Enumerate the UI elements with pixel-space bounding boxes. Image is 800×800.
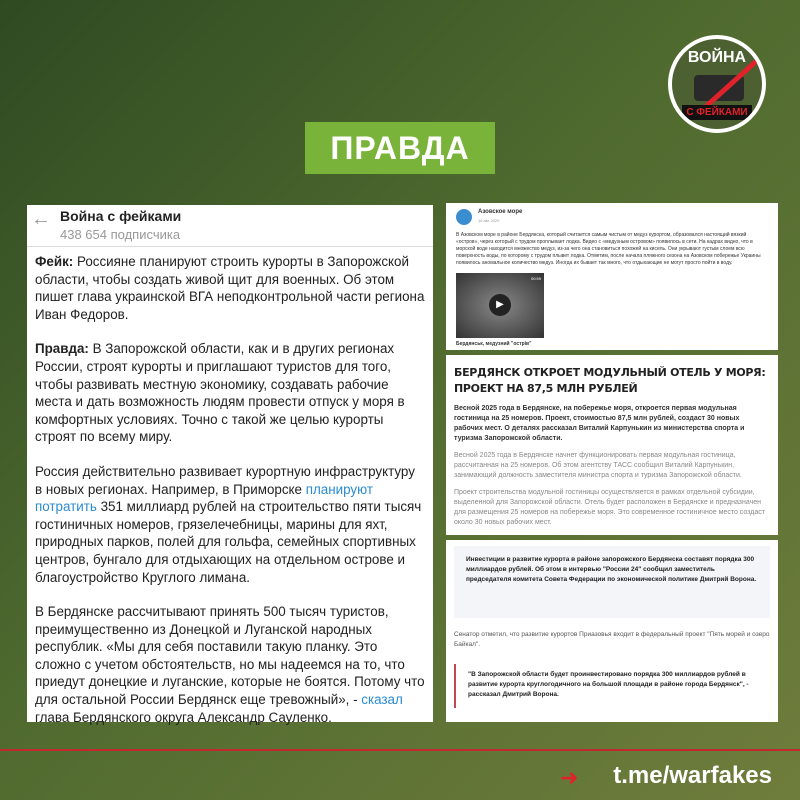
article-lead: Весной 2025 года в Бердянске, на побережье моря, откроется первая модульная гостиница на 25 номеров. Проект, стоимостью 87,5 млн рублей, создаст 30 новых рабочих мест. О деталях рассказал Виталий Карпунькин из министерства спорта и туризма Запорожской области. xyxy=(454,405,745,442)
article-paragraph: Весной 2025 года в Бердянске начнет функционировать первая модульная гостиница, рассчитанная на 25 номеров. Об этом агентству ТАСС сообщил Виталий Карпунькин, занимающий должность заместителя министра спорта и туризма Запорожской области. xyxy=(454,452,742,479)
primorsk-paragraph xyxy=(35,463,425,586)
fake-label: Фейк: xyxy=(35,254,74,269)
video-caption: Бердянськ, медузний "острів" xyxy=(456,341,532,347)
text: глава Бердянского округа Александр Сауленко. xyxy=(35,709,332,725)
arrow-right-icon: ➜ xyxy=(560,765,579,790)
source-link[interactable]: планируют потратить xyxy=(35,481,373,515)
channel-name[interactable]: Война с фейками xyxy=(60,208,182,224)
fake-text: Россияне планируют строить курорты в Запорожской области, чтобы создать живой щит для военных. Об этом пишет глава украинской ВГА неподконтрольной части региона Иван Федоров. xyxy=(35,254,425,322)
truth-text: В Запорожской области, как и в других регионах России, строят курорты и приглашают туристов для того, чтобы развивать местную экономику, создавать рабочие места и дать возможность людям провести отпуск у моря в комфортных условиях. Точно с такой же целью курорты строят по всему миру. xyxy=(35,341,405,445)
post-text: В Азовском море в районе Бердянска, который считается самым чистым от медуз курортом, образовался настоящий вязкий «остров», через который с трудом проплывает лодка. Видео с «медузным островом» появилось в сети. На кадрах видно, что в морской воде находится множество медуз, из-за чего она становиться похожей на кисель. Они укрывают густым слоем всю поверхность воды, по которому с трудом плывет лодка. Отметим, после начала пляжного сезона на Азовском побережье Украины появилось аномальное количество медуз. Иногда их бывает так много, что отдыхающие не могут просто пойти в воду. xyxy=(456,232,761,266)
text: Россия действительно развивает курортную инфраструктуру в новых регионах. Например, в Приморске xyxy=(35,463,415,497)
logo-bottom-text: С ФЕЙКАМИ xyxy=(682,105,752,120)
play-icon[interactable]: ▶ xyxy=(489,294,511,316)
article-screenshot xyxy=(446,355,778,535)
author-name[interactable]: Азовское море xyxy=(478,209,523,215)
back-arrow-icon[interactable]: ← xyxy=(31,208,51,230)
article-title: БЕРДЯНСК ОТКРОЕТ МОДУЛЬНЫЙ ОТЕЛЬ У МОРЯ: ПРОЕКТ НА 87,5 МЛН РУБЛЕЙ xyxy=(454,366,766,395)
truth-paragraph xyxy=(35,340,425,446)
truth-badge: ПРАВДА xyxy=(305,122,495,174)
text: В Бердянске рассчитывают принять 500 тысяч туристов, преимущественно из Донецкой и Луганской народных республик. «Мы для себя поставили такую планку. Это сложно с учетом обстоятельств, но мы надеемся на то, что приедут донецкие и луганские, которые не боятся. Потому что для остальной России Бердянск еще тревожный», - xyxy=(35,604,425,708)
news-lead: Инвестиции в развитие курорта в районе запорожского Бердянска составят порядка 300 миллиардов рублей. Об этом в интервью "России 24" сообщил заместитель председателя комитета Совета Федерации по экономической политике Дмитрий Ворона. xyxy=(454,546,770,618)
avatar xyxy=(456,209,472,225)
news-screenshot xyxy=(446,540,778,722)
news-paragraph: Сенатор отметил, что развитие курортов Приазовья входит в федеральный проект "Пять морей и озеро Байкал". xyxy=(454,631,770,648)
source-link[interactable]: сказал xyxy=(361,692,403,708)
logo-top-text: ВОЙНА xyxy=(687,49,747,66)
vk-post-screenshot xyxy=(446,203,778,350)
divider-line xyxy=(0,749,800,751)
channel-header xyxy=(27,205,433,247)
truth-label: Правда: xyxy=(35,341,89,357)
video-duration: 00:59 xyxy=(530,276,541,281)
video-thumbnail[interactable] xyxy=(456,273,544,338)
subscriber-count: 438 654 подписчика xyxy=(60,227,181,242)
text: 351 миллиард рублей на строительство пяти тысяч гостиничных номеров, грязелечебницы, марины для яхт, природных парков, полей для гольфа, семейных спортивных центров, бунгало для отдыхающих на отдельном острове и благоустройство Круглого лимана. xyxy=(35,499,422,585)
article-paragraph: Проект строительства модульной гостиницы осуществляется в рамках отдельной субсидии, выделенной для Запорожской области. Отель будет расположен в Бердянске и предназначен для размещения 25 номеров на побережье моря. Это современное гостиничное место создаст около 30 новых рабочих мест. xyxy=(454,489,765,526)
news-quote: "В Запорожской области будет проинвестировано порядка 300 миллиардов рублей в развитие курорта круглогодичного на большой площади в районе города Бердянск", - рассказал Дмитрий Ворона. xyxy=(454,664,770,708)
war-on-fakes-logo xyxy=(668,35,766,133)
fake-paragraph xyxy=(35,253,425,323)
telegram-post-screenshot xyxy=(27,205,433,725)
berdyansk-paragraph xyxy=(35,603,425,726)
post-date: 16 авг 2020 xyxy=(478,218,500,223)
channel-link[interactable]: t.me/warfakes xyxy=(613,762,772,789)
